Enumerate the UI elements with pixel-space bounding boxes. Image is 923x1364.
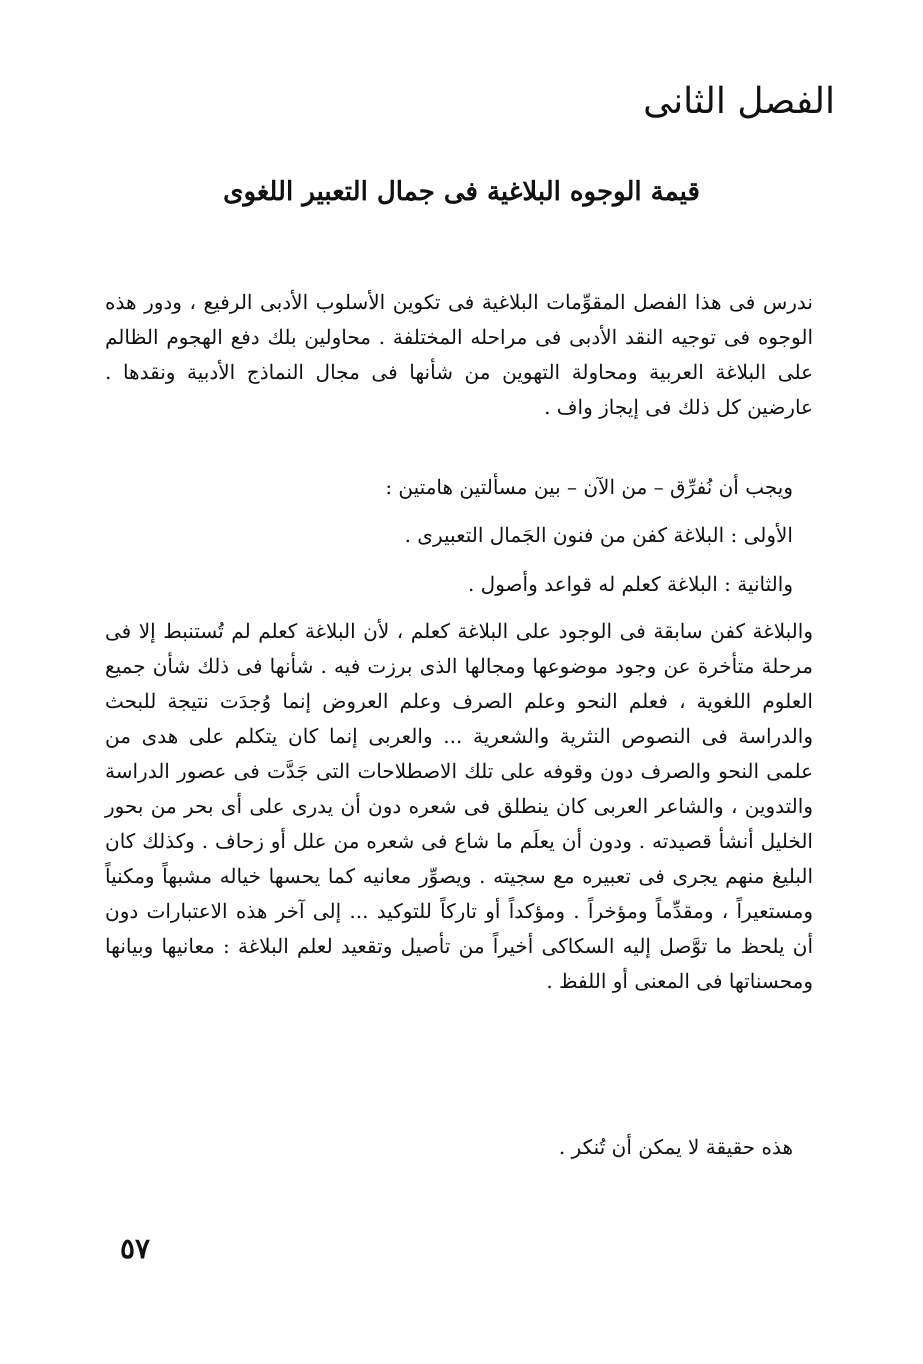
section-title: قيمة الوجوه البلاغية فى جمال التعبير اللغوى — [223, 177, 700, 207]
paragraph-intro: ندرس فى هذا الفصل المقوِّمات البلاغية فى تكوين الأسلوب الأدبى الرفيع ، ودور هذه الوجوه فى توجيه النقد الأدبى فى مراحله المختلفة . محاولين بلك دفع الهجوم الظالم على البلاغة العربية ومحاولة التهوين من شأنها فى مجال النماذج الأدبية ونقدها . عارضين كل ذلك فى إيجاز واف . — [105, 290, 814, 419]
chapter-title: الفصل الثانى — [643, 81, 835, 122]
paragraph-second-issue: والثانية : البلاغة كعلم له قواعد وأصول . — [467, 572, 793, 596]
paragraph-first-issue: الأولى : البلاغة كفن من فنون الجَمال التعبيرى . — [404, 523, 793, 547]
page-number: ٥٧ — [120, 1232, 151, 1265]
paragraph-distinction: ويجب أن نُفرِّق – من الآن – بين مسألتين هامتين : — [385, 475, 793, 499]
paragraph-conclusion: هذه حقيقة لا يمكن أن تُنكر . — [558, 1135, 793, 1159]
paragraph-main-discussion: والبلاغة كفن سابقة فى الوجود على البلاغة كعلم ، لأن البلاغة كعلم لم تُستنبط إلا فى مرحلة متأخرة عن وجود موضوعها ومجالها الذى برزت فيه . شأنها فى ذلك شأن جميع العلوم اللغوية ، فعلم النحو وعلم الصرف وعلم العروض إنما وُجدَت نتيجة للبحث والدراسة فى النصوص النثرية والشعرية ... والعربى إنما كان يتكلم على هدى من علمى النحو والصرف دون وقوفه على تلك الاصطلاحات التى جَدَّت فى عصور الدراسة والتدوين ، والشاعر العربى كان ينطلق فى شعره دون أن يدرى على أى بحر من بحور الخليل أنشأ قصيدته . ودون أن يعلَم ما شاع فى شعره من علل أو زحاف . وكذلك كان البليغ منهم يجرى فى تعبيره مع سجيته . ويصوِّر معانيه كما يحسها خياله مشبهاً ومكنياً ومستعيراً ، ومقدِّماً ومؤخراً . ومؤكداً أو تاركاً للتوكيد ... إلى آخر هذه الاعتبارات دون أن يلحظ ما توَّصل إليه السكاكى أخيراً من تأصيل وتقعيد لعلم البلاغة : معانيها وبيانها ومحسناتها فى المعنى أو اللفظ . — [105, 619, 813, 993]
